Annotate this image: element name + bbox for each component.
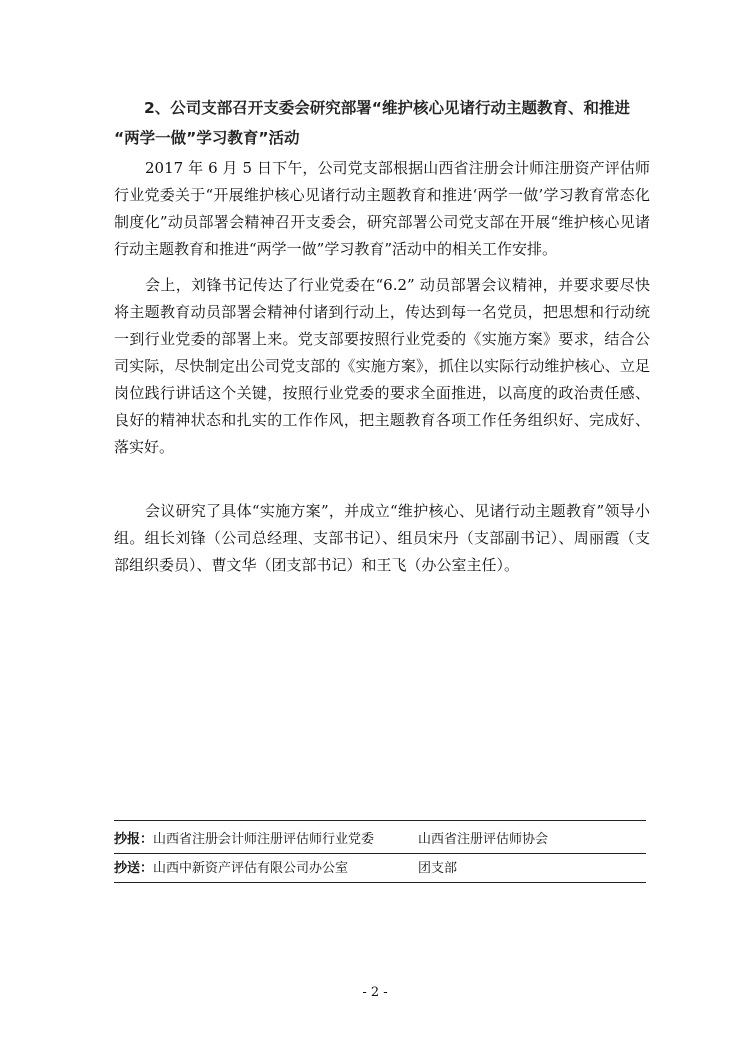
distribution-middle-rule — [114, 853, 646, 854]
distribution-report-row — [114, 830, 646, 850]
distribution-top-rule — [114, 820, 646, 821]
send-recipient-1: 山西中新资产评估有限公司办公室 — [153, 861, 349, 876]
report-label: 抄报： — [114, 832, 154, 847]
distribution-bottom-rule — [114, 882, 646, 883]
page-number: - 2 - — [362, 985, 388, 1000]
report-recipient-1: 山西省注册会计师注册评估师行业党委 — [153, 832, 375, 847]
paragraph-meeting-date: 2017 年 6 月 5 日下午，公司党支部根据山西省注册会计师注册资产评估师行业党委关于“开展维护核心见诸行动主题教育和推进‘两学一做’学习教育常态化制度化”动员部署会精神召开支委会，研究部署公司党支部在开展“维护核心见诸行动主题教育和推进“两学一做”学习教育”活动中的相关工作安排。 — [114, 159, 650, 258]
distribution-send-row — [114, 859, 646, 879]
paragraph-meeting-content: 会上，刘锋书记传达了行业党委在“6.2” 动员部署会议精神，并要求要尽快将主题教育动员部署会精神付诸到行动上，传达到每一名党员，把思想和行动统一到行业党委的部署上来。党支部要按照行业党委的《实施方案》要求，结合公司实际，尽快制定出公司党支部的《实施方案》，抓住以实际行动维护核心、立足岗位践行讲话这个关键，按照行业党委的要求全面推进，以高度的政治责任感、良好的精神状态和扎实的工作作风，把主题教育各项工作任务组织好、完成好、落实好。 — [114, 276, 650, 456]
report-recipient-2: 山西省注册评估师协会 — [418, 832, 549, 847]
section-heading-line-2: “两学一做”学习教育”活动 — [114, 129, 300, 147]
section-heading — [114, 93, 654, 153]
paragraph-leadership-group: 会议研究了具体“实施方案”，并成立“维护核心、见诸行动主题教育”领导小组。组长刘锋（公司总经理、支部书记）、组员宋丹（支部副书记）、周丽霞（支部组织委员）、曹文华（团支部书记）和王飞（办公室主任）。 — [114, 502, 650, 574]
send-recipient-2: 团支部 — [418, 861, 458, 876]
send-label: 抄送： — [114, 861, 154, 876]
section-heading-line-1: 2、公司支部召开支委会研究部署“维护核心见诸行动主题教育、和推进 — [144, 99, 630, 117]
